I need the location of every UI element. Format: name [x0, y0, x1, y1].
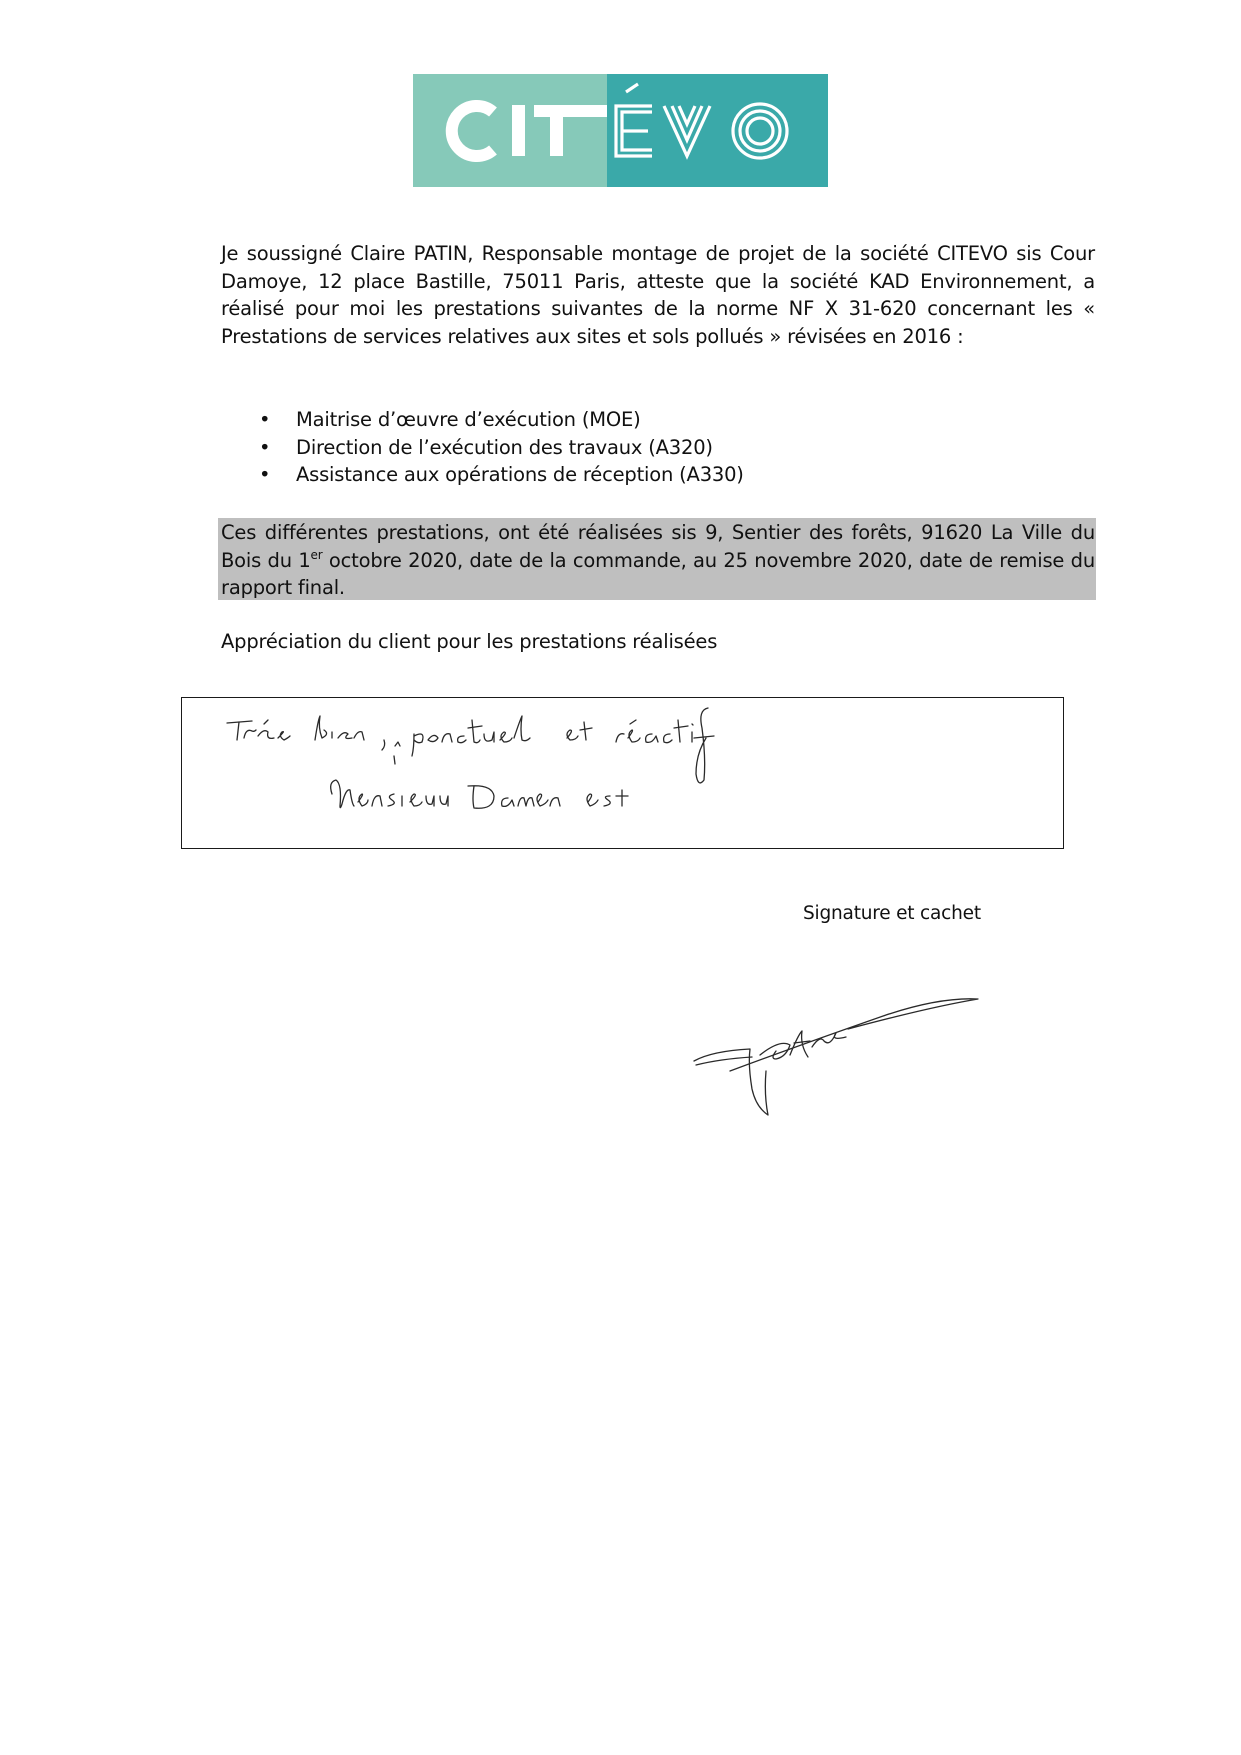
bullet-icon: •	[259, 435, 271, 459]
service-label: Direction de l’exécution des travaux (A320)	[296, 435, 713, 459]
services-list	[221, 406, 1095, 489]
attestation-intro: Je soussigné Claire PATIN, Responsable montage de projet de la société CITEVO sis Cour Damoye, 12 place Bastille, 75011 Paris, atteste que la société KAD Environnement, a réalisé pour moi les prestations suivantes de la norme NF X 31-620 concernant les « Prestations de services relatives aux sites et sols pollués » révisées en 2016 :	[221, 242, 1095, 348]
handwritten-comment	[182, 698, 1065, 850]
bullet-icon: •	[259, 408, 271, 431]
period-text-end: octobre 2020, date de la commande, au 25 novembre 2020, date de remise du rapport final.	[221, 548, 1095, 599]
service-label: Maitrise d’œuvre d’exécution (MOE)	[296, 408, 641, 431]
list-item	[221, 461, 1095, 489]
period-paragraph	[221, 519, 1095, 602]
citevo-logo	[413, 74, 828, 187]
signature-label: Signature et cachet	[803, 903, 981, 924]
service-label: Assistance aux opérations de réception (A330)	[296, 463, 744, 486]
appreciation-label: Appréciation du client pour les prestations réalisées	[221, 630, 718, 653]
list-item	[221, 434, 1095, 462]
client-comment-box	[181, 697, 1064, 849]
list-item	[221, 406, 1095, 434]
handwritten-signature	[690, 985, 990, 1120]
period-text-start: Ces différentes prestations, ont été réalisées sis 9, Sentier des forêts, 91620 La Ville du Bois du 1	[221, 521, 1095, 572]
ordinal-suffix: er	[310, 547, 323, 562]
bullet-icon: •	[259, 463, 271, 486]
